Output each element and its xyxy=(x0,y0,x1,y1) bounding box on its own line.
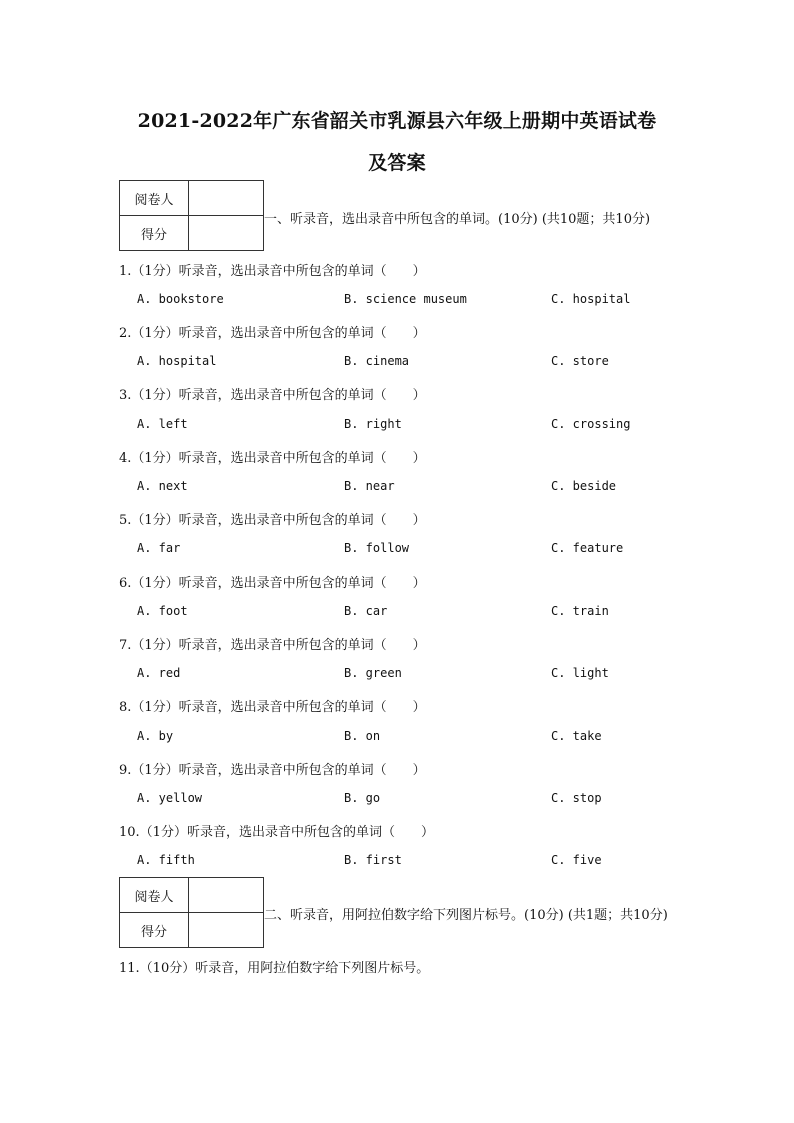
option-c: C. feature xyxy=(551,541,624,555)
option-c: C. stop xyxy=(551,791,602,805)
option-b: B. near xyxy=(344,479,395,493)
score-field xyxy=(189,913,264,948)
question-6-options xyxy=(137,604,697,622)
option-c: C. light xyxy=(551,666,609,680)
question-10: 10.（1分）听录音，选出录音中所包含的单词（ ） xyxy=(119,825,434,840)
option-c: C. beside xyxy=(551,479,617,493)
reviewer-field xyxy=(189,181,264,216)
option-c: C. train xyxy=(551,604,609,618)
option-b: B. right xyxy=(344,417,402,431)
document-title: 2021-2022年广东省韶关市乳源县六年级上册期中英语试卷 xyxy=(137,110,657,132)
option-b: B. car xyxy=(344,604,388,618)
score-field xyxy=(189,216,264,251)
section-heading-2: 二、听录音，用阿拉伯数字给下列图片标号。(10分) (共1题；共10分) xyxy=(264,908,668,923)
question-7: 7.（1分）听录音，选出录音中所包含的单词（ ） xyxy=(119,638,426,653)
option-b: B. on xyxy=(344,729,381,743)
question-9: 9.（1分）听录音，选出录音中所包含的单词（ ） xyxy=(119,763,426,778)
question-10-options xyxy=(137,853,697,871)
question-9-options xyxy=(137,791,697,809)
option-a: A. hospital xyxy=(137,354,217,368)
question-2: 2.（1分）听录音，选出录音中所包含的单词（ ） xyxy=(119,326,426,341)
option-a: A. left xyxy=(137,417,188,431)
option-b: B. follow xyxy=(344,541,410,555)
question-4-options xyxy=(137,479,697,497)
grader-box-section-1 xyxy=(119,180,264,251)
option-c: C. store xyxy=(551,354,609,368)
option-b: B. green xyxy=(344,666,402,680)
option-a: A. foot xyxy=(137,604,188,618)
option-a: A. bookstore xyxy=(137,292,224,306)
question-8-options xyxy=(137,729,697,747)
question-5-options xyxy=(137,541,697,559)
option-c: C. five xyxy=(551,853,602,867)
question-11: 11.（10分）听录音，用阿拉伯数字给下列图片标号。 xyxy=(119,961,430,976)
option-b: B. first xyxy=(344,853,402,867)
option-b: B. cinema xyxy=(344,354,410,368)
document-title-continued: 及答案 xyxy=(368,152,426,174)
option-a: A. fifth xyxy=(137,853,195,867)
question-3: 3.（1分）听录音，选出录音中所包含的单词（ ） xyxy=(119,388,426,403)
grader-box-section-2 xyxy=(119,877,264,948)
question-4: 4.（1分）听录音，选出录音中所包含的单词（ ） xyxy=(119,451,426,466)
score-label: 得分 xyxy=(120,913,189,948)
reviewer-field xyxy=(189,878,264,913)
option-a: A. red xyxy=(137,666,181,680)
option-a: A. yellow xyxy=(137,791,203,805)
question-2-options xyxy=(137,354,697,372)
section-heading-1: 一、听录音，选出录音中所包含的单词。(10分) (共10题；共10分) xyxy=(264,212,651,227)
question-1: 1.（1分）听录音，选出录音中所包含的单词（ ） xyxy=(119,264,426,279)
reviewer-label: 阅卷人 xyxy=(120,181,189,216)
option-a: A. by xyxy=(137,729,174,743)
question-8: 8.（1分）听录音，选出录音中所包含的单词（ ） xyxy=(119,700,426,715)
score-label: 得分 xyxy=(120,216,189,251)
option-a: A. far xyxy=(137,541,181,555)
question-1-options xyxy=(137,292,697,310)
question-6: 6.（1分）听录音，选出录音中所包含的单词（ ） xyxy=(119,576,426,591)
option-c: C. hospital xyxy=(551,292,631,306)
option-b: B. go xyxy=(344,791,381,805)
question-3-options xyxy=(137,417,697,435)
option-c: C. crossing xyxy=(551,417,631,431)
question-7-options xyxy=(137,666,697,684)
reviewer-label: 阅卷人 xyxy=(120,878,189,913)
option-c: C. take xyxy=(551,729,602,743)
option-b: B. science museum xyxy=(344,292,467,306)
option-a: A. next xyxy=(137,479,188,493)
question-5: 5.（1分）听录音，选出录音中所包含的单词（ ） xyxy=(119,513,426,528)
